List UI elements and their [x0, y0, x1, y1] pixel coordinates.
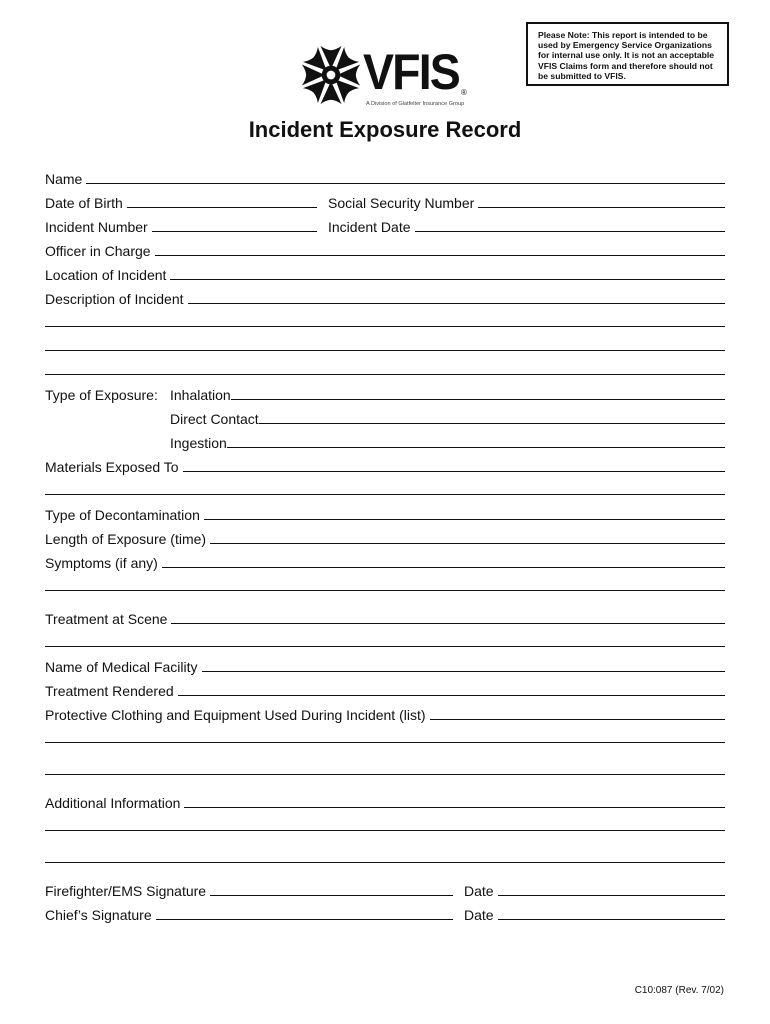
- firefighter-signature-field[interactable]: [210, 895, 453, 896]
- officer-label: Officer in Charge: [45, 243, 151, 259]
- firefighter-date-field[interactable]: [498, 895, 725, 896]
- decontamination-label: Type of Decontamination: [45, 507, 200, 523]
- exposure-type-label: Type of Exposure:: [45, 387, 158, 403]
- treatment-scene-row: [45, 607, 725, 627]
- medical-facility-row: [45, 655, 725, 675]
- direct-contact-field[interactable]: [259, 423, 725, 424]
- ingestion-label: Ingestion: [170, 435, 227, 451]
- incident-number-field[interactable]: [152, 231, 317, 232]
- exposure-length-field[interactable]: [210, 543, 725, 544]
- maltese-cross-icon: [300, 44, 362, 106]
- symptoms-field[interactable]: [162, 567, 725, 568]
- incident-date-field[interactable]: [415, 231, 726, 232]
- protective-clothing-line-3[interactable]: [45, 774, 725, 775]
- treatment-rendered-field[interactable]: [178, 695, 725, 696]
- chief-date-label: Date: [464, 907, 494, 923]
- materials-label: Materials Exposed To: [45, 459, 179, 475]
- name-row: [45, 167, 725, 187]
- officer-row: [45, 239, 725, 259]
- firefighter-signature-row: [45, 879, 453, 899]
- medical-facility-field[interactable]: [202, 671, 726, 672]
- symptoms-line-2[interactable]: [45, 590, 725, 591]
- inhalation-label: Inhalation: [170, 387, 231, 403]
- chief-date-row: [464, 903, 725, 923]
- symptoms-row: [45, 551, 725, 571]
- description-line-4[interactable]: [45, 374, 725, 375]
- ssn-label: Social Security Number: [328, 195, 475, 211]
- chief-signature-label: Chief’s Signature: [45, 907, 152, 923]
- dob-row: [45, 191, 317, 211]
- exposure-length-row: [45, 527, 725, 547]
- protective-clothing-field[interactable]: [430, 719, 725, 720]
- registered-mark: ®: [461, 88, 467, 97]
- treatment-rendered-label: Treatment Rendered: [45, 683, 174, 699]
- description-line-2[interactable]: [45, 326, 725, 327]
- direct-contact-row: [170, 407, 725, 427]
- ingestion-row: [170, 431, 725, 451]
- protective-clothing-row: [45, 703, 725, 723]
- dob-label: Date of Birth: [45, 195, 123, 211]
- additional-info-label: Additional Information: [45, 795, 181, 811]
- location-field[interactable]: [170, 279, 725, 280]
- incident-date-label: Incident Date: [328, 219, 411, 235]
- ssn-row: [328, 191, 725, 211]
- treatment-rendered-row: [45, 679, 725, 699]
- medical-facility-label: Name of Medical Facility: [45, 659, 198, 675]
- ssn-field[interactable]: [478, 207, 725, 208]
- exposure-type-heading: [45, 383, 170, 403]
- symptoms-label: Symptoms (if any): [45, 555, 158, 571]
- direct-contact-label: Direct Contact: [170, 411, 259, 427]
- chief-signature-field[interactable]: [156, 919, 453, 920]
- firefighter-date-label: Date: [464, 883, 494, 899]
- treatment-scene-line-2[interactable]: [45, 646, 725, 647]
- officer-field[interactable]: [155, 255, 725, 256]
- decontamination-field[interactable]: [204, 519, 725, 520]
- inhalation-row: [170, 383, 725, 403]
- additional-info-line-2[interactable]: [45, 830, 725, 831]
- materials-field[interactable]: [183, 471, 725, 472]
- chief-date-field[interactable]: [498, 919, 725, 920]
- exposure-length-label: Length of Exposure (time): [45, 531, 207, 547]
- decontamination-row: [45, 503, 725, 523]
- incident-number-row: [45, 215, 317, 235]
- incident-date-row: [328, 215, 725, 235]
- chief-signature-row: [45, 903, 453, 923]
- firefighter-date-row: [464, 879, 725, 899]
- materials-line-2[interactable]: [45, 494, 725, 495]
- additional-info-field[interactable]: [184, 807, 725, 808]
- treatment-scene-label: Treatment at Scene: [45, 611, 168, 627]
- inhalation-field[interactable]: [231, 399, 725, 400]
- additional-info-row: [45, 791, 725, 811]
- description-row: [45, 287, 725, 307]
- division-tagline: A Division of Glatfelter Insurance Group: [366, 101, 465, 107]
- name-field[interactable]: [86, 183, 725, 184]
- additional-info-line-3[interactable]: [45, 862, 725, 863]
- name-label: Name: [45, 171, 83, 187]
- protective-clothing-line-2[interactable]: [45, 742, 725, 743]
- description-field[interactable]: [188, 303, 725, 304]
- description-line-3[interactable]: [45, 350, 725, 351]
- vfis-wordmark: VFIS: [363, 44, 459, 100]
- vfis-logo: [300, 44, 475, 110]
- ingestion-field[interactable]: [227, 447, 725, 448]
- page-title: Incident Exposure Record: [248, 117, 522, 142]
- dob-field[interactable]: [127, 207, 317, 208]
- materials-row: [45, 455, 725, 475]
- internal-use-notice: Please Note: This report is intended to be used by Emergency Service Organizations for internal use only. It is not an acceptable VFIS Claims form and therefore should not be submitted to VFIS.: [526, 22, 729, 86]
- location-row: [45, 263, 725, 283]
- protective-clothing-label: Protective Clothing and Equipment Used During Incident (list): [45, 707, 426, 723]
- incident-number-label: Incident Number: [45, 219, 148, 235]
- firefighter-signature-label: Firefighter/EMS Signature: [45, 883, 207, 899]
- form-code: C10:087 (Rev. 7/02): [634, 985, 724, 996]
- location-label: Location of Incident: [45, 267, 167, 283]
- treatment-scene-field[interactable]: [171, 623, 725, 624]
- description-label: Description of Incident: [45, 291, 184, 307]
